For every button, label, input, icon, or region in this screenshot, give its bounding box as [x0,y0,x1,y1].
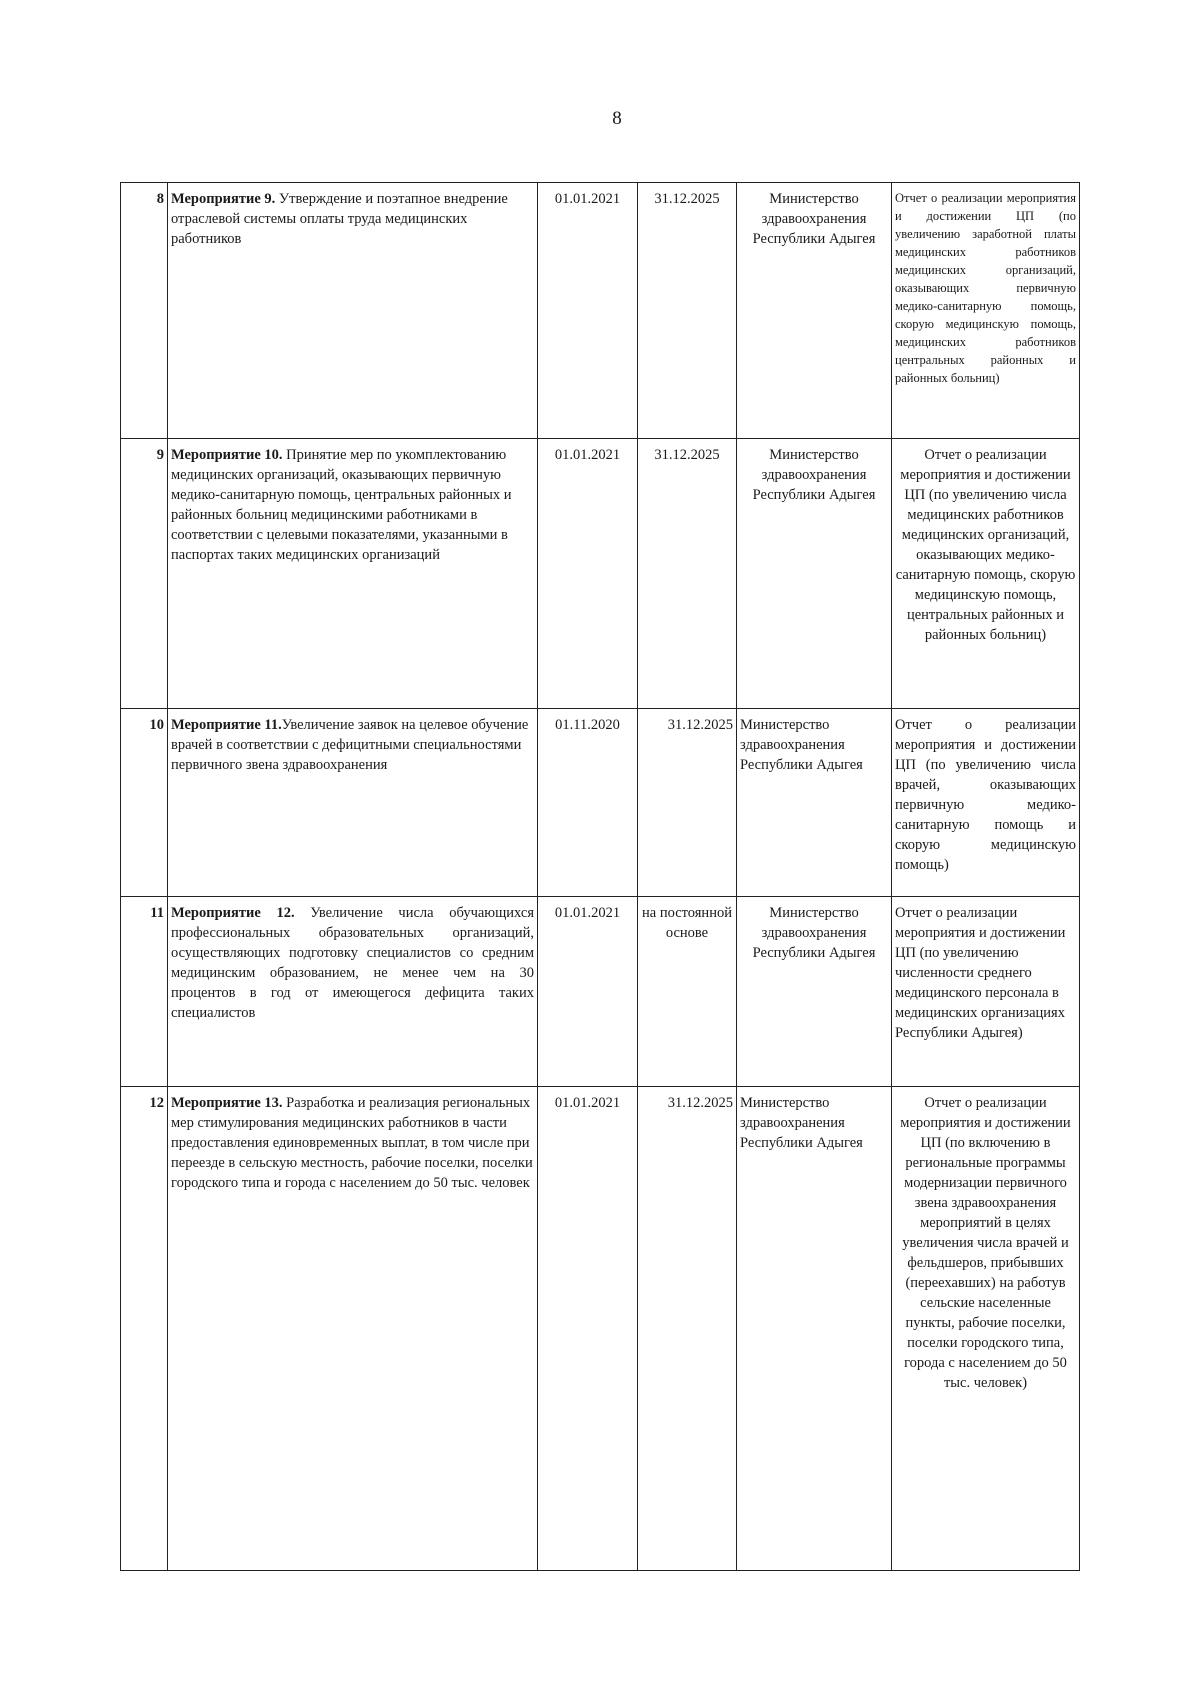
table-row [121,439,1080,709]
measure-description [168,1087,538,1571]
measure-title: Мероприятие 13. [171,1095,283,1111]
row-number: 8 [121,183,168,439]
measure-title: Мероприятие 9. [171,191,276,207]
end-date: 31.12.2025 [638,1087,737,1571]
start-date: 01.01.2021 [538,183,638,439]
measure-description [168,439,538,709]
measure-description [168,709,538,897]
row-number: 11 [121,897,168,1087]
measure-title: Мероприятие 12. [171,905,295,921]
executor: Министерство здравоохранения Республики Адыгея [737,897,892,1087]
executor: Министерство здравоохранения Республики Адыгея [737,709,892,897]
row-number: 9 [121,439,168,709]
row-number: 10 [121,709,168,897]
executor: Министерство здравоохранения Республики Адыгея [737,183,892,439]
measure-title: Мероприятие 11. [171,717,282,733]
result-report: Отчет о реализации мероприятия и достижении ЦП (по увеличению численности среднего медицинского персонала в медицинских организациях Республики Адыгея) [892,897,1080,1087]
end-date: 31.12.2025 [638,439,737,709]
measure-text: Утверждение и поэтапное внедрение отраслевой системы оплаты труда медицинских работников [171,191,508,247]
row-number: 12 [121,1087,168,1571]
measure-text: Увеличение числа обучающихся профессиональных образовательных организаций, осуществляющих подготовку специалистов со средним медицинским образованием, не менее чем на 30 процентов в год от имеющегося дефицита таких специалистов [171,905,534,1021]
table-row [121,183,1080,439]
page-number: 8 [612,108,622,129]
measure-text: Увеличение заявок на целевое обучение врачей в соответствии с дефицитными специальностями первичного звена здравоохранения [171,717,529,773]
end-date: 31.12.2025 [638,709,737,897]
start-date: 01.01.2021 [538,439,638,709]
table-row [121,1087,1080,1571]
measure-text: Разработка и реализация региональных мер стимулирования медицинских работников в части предоставления единовременных выплат, в том числе при переезде в сельскую местность, рабочие поселки, поселки городского типа и города с населением до 50 тыс. человек [171,1095,533,1191]
end-date: на постоянной основе [638,897,737,1087]
measures-table [120,182,1080,1571]
result-report: Отчет о реализации мероприятия и достижении ЦП (по увеличению числа медицинских работников медицинских организаций, оказывающих медико-санитарную помощь, скорую медицинскую помощь, центральных районных и районных больниц) [892,439,1080,709]
measure-text: Принятие мер по укомплектованию медицинских организаций, оказывающих первичную медико-санитарную помощь, центральных районных и районных больниц медицинскими работниками в соответствии с целевыми показателями, указанными в паспортах таких медицинских организаций [171,447,512,563]
result-report: Отчет о реализации мероприятия и достижении ЦП (по увеличению заработной платы медицинских работников медицинских организаций, оказывающих первичную медико-санитарную помощь, скорую медицинскую помощь, медицинских работников центральных районных и районных больниц) [892,183,1080,439]
executor: Министерство здравоохранения Республики Адыгея [737,439,892,709]
end-date: 31.12.2025 [638,183,737,439]
table-row [121,897,1080,1087]
start-date: 01.11.2020 [538,709,638,897]
result-report: Отчет о реализации мероприятия и достижении ЦП (по увеличению числа врачей, оказывающих первичную медико-санитарную помощь и скорую медицинскую помощь) [892,709,1080,897]
measure-title: Мероприятие 10. [171,447,283,463]
start-date: 01.01.2021 [538,897,638,1087]
table-row [121,709,1080,897]
measure-description [168,897,538,1087]
measure-description [168,183,538,439]
result-report: Отчет о реализации мероприятия и достижении ЦП (по включению в региональные программы модернизации первичного звена здравоохранения мероприятий в целях увеличения числа врачей и фельдшеров, прибывших (переехавших) на работув сельские населенные пункты, рабочие поселки, поселки городского типа, города с населением до 50 тыс. человек) [892,1087,1080,1571]
start-date: 01.01.2021 [538,1087,638,1571]
executor: Министерство здравоохранения Республики Адыгея [737,1087,892,1571]
